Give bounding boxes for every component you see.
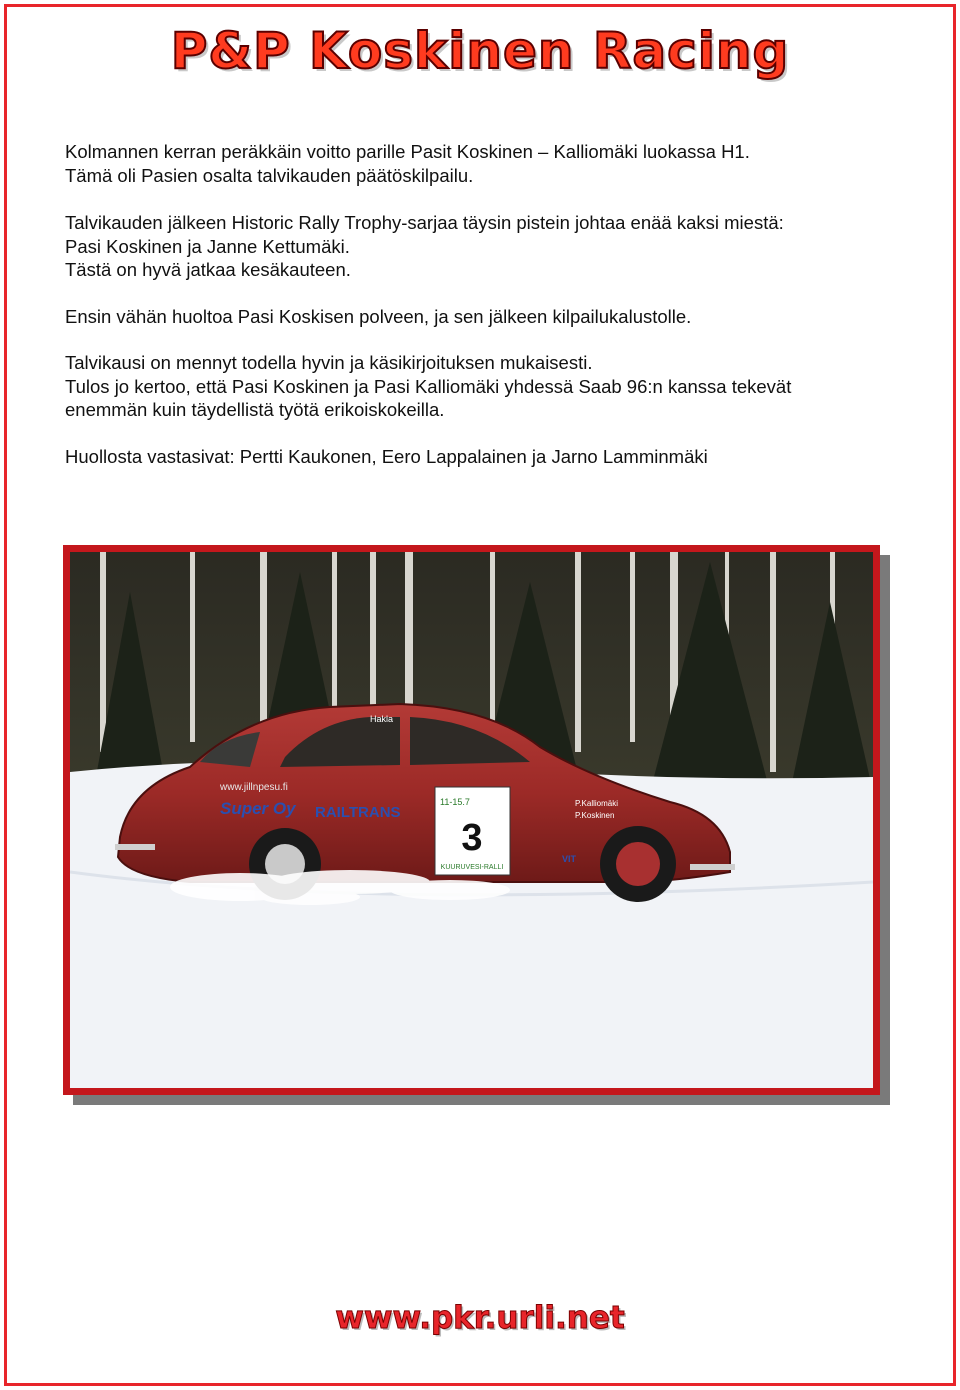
photo-frame (63, 545, 880, 1095)
rally-car-illustration (70, 552, 873, 1088)
article-body (65, 140, 905, 468)
paragraph-line: Huollosta vastasivat: Pertti Kaukonen, Eero Lappalainen ja Jarno Lamminmäki (65, 445, 708, 467)
paragraph-line: Talvikausi on mennyt todella hyvin ja käsikirjoituksen mukaisesti. (65, 352, 593, 373)
crew-name-2: P.Koskinen (575, 811, 615, 820)
door-brand: RAILTRANS (315, 804, 401, 821)
roof-text: Hakla (370, 714, 394, 724)
paragraph-line: enemmän kuin täydellistä työtä erikoiskokeilla. (65, 399, 445, 420)
crew-name-1: P.Kalliomäki (575, 799, 618, 808)
car-number: 3 (461, 817, 483, 859)
rally-date: 11-15.7 (440, 797, 470, 807)
door-sponsor: Super Oy (220, 799, 296, 818)
paragraph-line: Tämä oli Pasien osalta talvikauden päätöskilpailu. (65, 164, 474, 186)
paragraph-line: Ensin vähän huoltoa Pasi Koskisen polveen, ja sen jälkeen kilpailukalustolle. (65, 305, 692, 327)
paragraph-line: Pasi Koskinen ja Janne Kettumäki. (65, 235, 350, 257)
rally-name: KUURUVESI-RALLI (440, 864, 504, 871)
footer-url: www.pkr.urli.net (335, 1300, 625, 1336)
sponsor-small: VIT (562, 854, 577, 864)
paragraph-line: Kolmannen kerran peräkkäin voitto parille Pasit Koskinen – Kalliomäki luokassa H1. (65, 141, 750, 162)
page-title: P&P Koskinen Racing (170, 22, 790, 80)
paragraph-line: Tulos jo kertoo, että Pasi Koskinen ja Pasi Kalliomäki yhdessä Saab 96:n kanssa tekevät (65, 375, 792, 397)
rally-photo (63, 545, 880, 1095)
paragraph-line: Tästä on hyvä jatkaa kesäkauteen. (65, 259, 351, 280)
website-sticker: www.jillnpesu.fi (220, 782, 288, 793)
paragraph-line: Talvikauden jälkeen Historic Rally Trophy-sarjaa täysin pistein johtaa enää kaksi miestä: (65, 212, 784, 233)
